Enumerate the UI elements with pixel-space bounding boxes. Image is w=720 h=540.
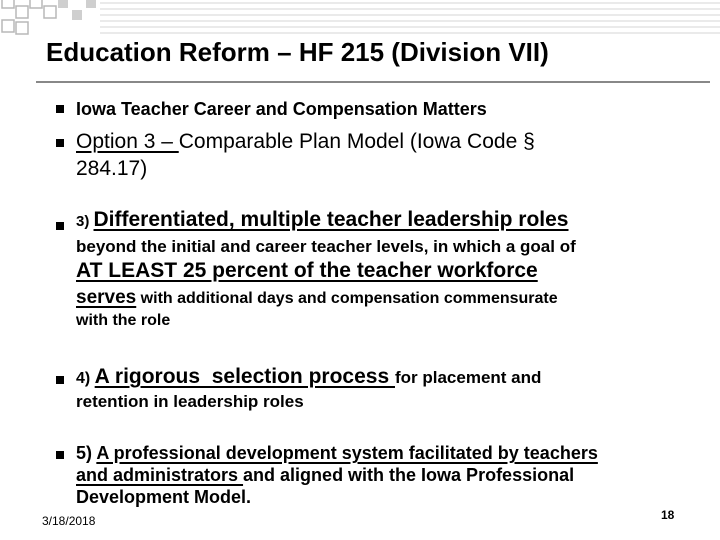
bullet-3-line-3	[76, 259, 538, 283]
bullet-4-heading: A rigorous selection process	[94, 365, 395, 388]
bullet-4-number: 4)	[76, 370, 95, 387]
bullet-3-line-5: with the role	[76, 312, 171, 329]
bullet-2-line-2: 284.17)	[76, 157, 148, 180]
slide-title: Education Reform – HF 215 (Division VII)	[46, 37, 549, 67]
bullet-2-option-label: Option 3 –	[76, 130, 179, 153]
bullet-4-desc: for placement and	[394, 368, 542, 387]
bullet-3-marker	[56, 222, 64, 230]
bullet-4-marker	[56, 376, 64, 384]
bullet-3-goal: AT LEAST 25 percent of the teacher workforce	[76, 259, 538, 282]
bullet-4-line-1	[76, 365, 541, 389]
bullet-3-serves: serves	[76, 287, 137, 308]
bullet-3-line-4	[76, 287, 558, 309]
bullet-3-line-2: beyond the initial and career teacher levels, in which a goal of	[76, 237, 576, 256]
bullet-2-option-desc: Comparable Plan Model (Iowa Code §	[178, 130, 535, 153]
bullet-5-number: 5)	[76, 443, 97, 463]
bullet-2-marker	[56, 139, 64, 147]
bullet-5-administrators: and administrators	[76, 465, 244, 485]
corner-squares-decoration	[0, 0, 720, 40]
bullet-3-heading: Differentiated, multiple teacher leadership roles	[93, 208, 569, 231]
bullet-5-aligned: and aligned with the Iowa Professional	[243, 465, 575, 485]
bullet-3-number: 3)	[76, 213, 94, 230]
title-divider	[36, 81, 710, 83]
bullet-1-text: Iowa Teacher Career and Compensation Matters	[76, 99, 487, 119]
bullet-5-line-2	[76, 465, 574, 486]
slide-date: 3/18/2018	[42, 514, 96, 528]
bullet-5-heading: A professional development system facilitated by teachers	[96, 443, 598, 463]
bullet-4-line-2: retention in leadership roles	[76, 392, 304, 411]
bullet-5-line-1	[76, 443, 598, 464]
bullet-2-line-1	[76, 130, 535, 154]
bullet-3-line-1	[76, 208, 569, 232]
bullet-5-line-3: Development Model.	[76, 487, 252, 507]
bullet-3-days: with additional days and compensation commensurate	[136, 290, 558, 307]
bullet-5-marker	[56, 451, 64, 459]
slide-page-number: 18	[661, 508, 675, 522]
bullet-1-marker	[56, 105, 64, 113]
